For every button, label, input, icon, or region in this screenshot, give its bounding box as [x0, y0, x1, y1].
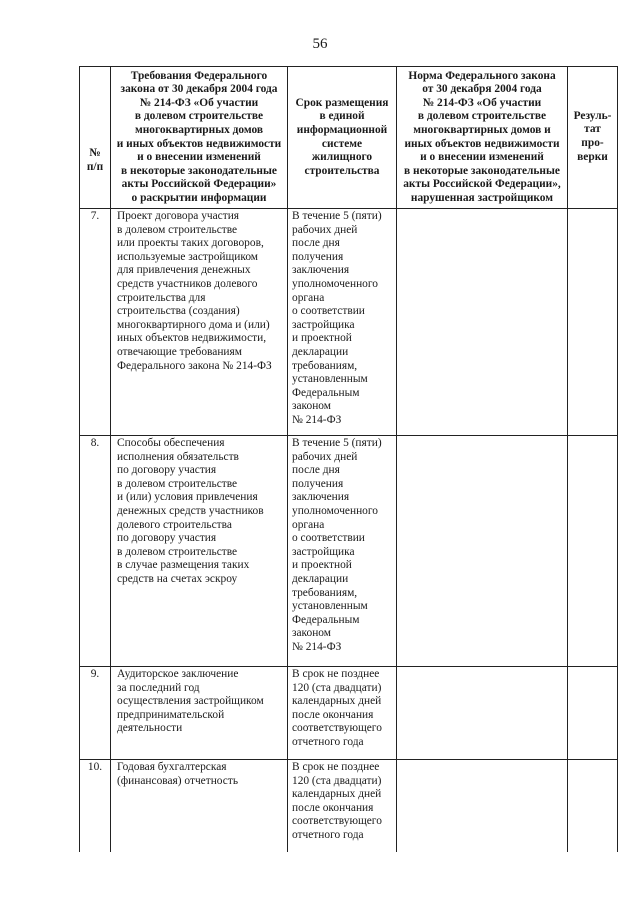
- term-cell: [288, 209, 397, 436]
- text-line: и проектной: [292, 332, 352, 345]
- text-line: В течение 5 (пяти): [292, 437, 382, 449]
- term-cell: [288, 760, 397, 853]
- text-line: установленным: [292, 373, 368, 386]
- norm-cell: [397, 667, 568, 760]
- page-number: 56: [312, 36, 328, 52]
- text-line: используемые застройщиком: [117, 250, 259, 263]
- result-cell: [568, 209, 618, 436]
- text-line: законом: [292, 400, 331, 413]
- text-line: В срок не позднее: [292, 761, 380, 773]
- text-line: в некоторые законодательные: [121, 164, 277, 177]
- header-term: [288, 67, 397, 209]
- text-line: отвечающие требованиям: [117, 345, 242, 358]
- text-line: В течение 5 (пяти): [292, 210, 382, 222]
- requirements-table: [79, 66, 618, 852]
- requirement-cell: [111, 667, 288, 760]
- text-line: средств на счетах эскроу: [117, 572, 238, 585]
- text-line: после окончания: [292, 708, 374, 721]
- table-row: [80, 667, 618, 760]
- text-line: и о внесении изменений: [420, 151, 544, 164]
- row-number: 7.: [90, 210, 100, 222]
- text-line: нарушенная застройщиком: [410, 191, 554, 204]
- text-line: акты Российской Федерации»: [121, 178, 277, 191]
- norm-cell: [397, 760, 568, 853]
- text-line: иных объектов недвижимости: [404, 137, 560, 150]
- text-line: деятельности: [117, 722, 183, 735]
- text-line: в единой: [319, 110, 365, 123]
- text-line: уполномоченного: [292, 277, 378, 290]
- text-line: отчетного года: [292, 828, 364, 841]
- text-line: Федеральным: [292, 613, 360, 626]
- text-line: денежных средств участников: [117, 504, 264, 517]
- header-term-text: [288, 96, 396, 180]
- text-line: строительства (создания): [117, 305, 240, 318]
- requirement-cell: [111, 209, 288, 436]
- text-line: информационной: [296, 123, 388, 136]
- text-line: 120 (ста двадцати): [292, 681, 382, 694]
- header-requirement-text: [111, 69, 287, 207]
- row-number: 8.: [90, 437, 100, 449]
- header-norm-text: [397, 69, 567, 207]
- text-line: многоквартирных домов и: [413, 123, 551, 136]
- text-line: Федерального закона № 214-ФЗ: [117, 359, 272, 372]
- table-row: [80, 760, 618, 853]
- text-line: застройщика: [292, 318, 355, 331]
- row-number: 9.: [90, 668, 100, 680]
- text-line: календарных дней: [292, 788, 382, 801]
- text-line: средств участников долевого: [117, 277, 258, 290]
- text-line: жилищного: [311, 151, 373, 164]
- norm-cell: [397, 209, 568, 436]
- text-line: Резуль-: [573, 109, 612, 122]
- term-text: [288, 760, 396, 844]
- text-line: в долевом строительстве: [117, 477, 238, 490]
- text-line: получения: [292, 477, 344, 490]
- table-header-row: [80, 67, 618, 209]
- text-line: требованиям,: [292, 359, 358, 372]
- text-line: в долевом строительстве: [417, 110, 547, 123]
- text-line: рабочих дней: [292, 450, 358, 463]
- text-line: отчетного года: [292, 735, 364, 748]
- text-line: законом: [292, 627, 331, 640]
- text-line: после дня: [292, 464, 340, 477]
- row-number: 10.: [87, 761, 103, 773]
- text-line: Срок размещения: [295, 96, 389, 109]
- text-line: календарных дней: [292, 695, 382, 708]
- header-number-text: [80, 99, 110, 175]
- text-line: и о внесении изменений: [137, 151, 261, 164]
- text-line: Требования Федерального: [130, 69, 268, 82]
- text-line: Аудиторское заключение: [117, 668, 239, 680]
- text-line: в некоторые законодательные: [404, 164, 560, 177]
- requirement-text: [111, 436, 287, 588]
- text-line: после дня: [292, 237, 340, 250]
- row-number-cell: [80, 667, 111, 760]
- term-text: [288, 209, 396, 429]
- text-line: от 30 декабря 2004 года: [422, 83, 542, 96]
- text-line: в долевом строительстве: [117, 545, 238, 558]
- result-cell: [568, 760, 618, 853]
- text-line: многоквартирных домов: [134, 123, 264, 136]
- text-line: акты Российской Федерации»,: [403, 178, 561, 191]
- text-line: заключения: [292, 264, 350, 277]
- text-line: № 214-ФЗ: [292, 640, 342, 653]
- text-line: верки: [577, 150, 608, 163]
- row-number-cell: [80, 209, 111, 436]
- text-line: органа: [292, 291, 325, 304]
- row-number-cell: [80, 760, 111, 853]
- requirement-text: [111, 209, 287, 374]
- text-line: декларации: [292, 572, 349, 585]
- text-line: про-: [581, 137, 604, 149]
- text-line: за последний год: [117, 681, 200, 694]
- text-line: после окончания: [292, 801, 374, 814]
- text-line: Способы обеспечения: [117, 437, 225, 449]
- text-line: строительства для: [117, 291, 206, 304]
- text-line: в долевом строительстве: [117, 223, 238, 236]
- norm-cell: [397, 436, 568, 667]
- text-line: о раскрытии информации: [131, 191, 267, 204]
- term-text: [288, 667, 396, 751]
- text-line: и (или) условия привлечения: [117, 491, 258, 504]
- table-row: [80, 209, 618, 436]
- header-requirement: [111, 67, 288, 209]
- text-line: для привлечения денежных: [117, 264, 251, 277]
- text-line: многоквартирного дома и (или): [117, 318, 270, 331]
- text-line: в долевом строительстве: [134, 110, 264, 123]
- text-line: заключения: [292, 491, 350, 504]
- term-text: [288, 436, 396, 656]
- text-line: и иных объектов недвижимости: [116, 137, 282, 150]
- result-cell: [568, 667, 618, 760]
- text-line: декларации: [292, 345, 349, 358]
- text-line: требованиям,: [292, 586, 358, 599]
- text-line: осуществления застройщиком: [117, 695, 264, 708]
- header-result-text: [568, 110, 617, 165]
- row-number-cell: [80, 436, 111, 667]
- requirement-cell: [111, 436, 288, 667]
- text-line: застройщика: [292, 545, 355, 558]
- text-line: Годовая бухгалтерская: [117, 761, 227, 773]
- text-line: по договору участия: [117, 464, 217, 477]
- text-line: и проектной: [292, 559, 352, 572]
- requirement-text: [111, 667, 287, 737]
- text-line: в случае размещения таких: [117, 559, 250, 572]
- text-line: соответствующего: [292, 722, 382, 735]
- header-number: [80, 67, 111, 209]
- text-line: о соответствии: [292, 305, 365, 318]
- text-line: по договору участия: [117, 532, 217, 545]
- text-line: о соответствии: [292, 532, 365, 545]
- text-line: № 214-ФЗ «Об участии: [139, 96, 259, 109]
- text-line: п/п: [86, 161, 104, 173]
- requirement-text: [111, 760, 287, 789]
- text-line: уполномоченного: [292, 504, 378, 517]
- text-line: строительства: [304, 164, 380, 177]
- text-line: закона от 30 декабря 2004 года: [120, 83, 278, 96]
- text-line: тат: [584, 123, 601, 136]
- text-line: предпринимательской: [117, 708, 225, 721]
- table-row: [80, 436, 618, 667]
- text-line: № 214-ФЗ: [292, 413, 342, 426]
- text-line: исполнения обязательств: [117, 450, 239, 463]
- text-line: рабочих дней: [292, 223, 358, 236]
- text-line: 120 (ста двадцати): [292, 774, 382, 787]
- text-line: В срок не позднее: [292, 668, 380, 680]
- requirement-cell: [111, 760, 288, 853]
- text-line: соответствующего: [292, 815, 382, 828]
- text-line: системе: [321, 137, 363, 150]
- text-line: получения: [292, 250, 344, 263]
- text-line: установленным: [292, 600, 368, 613]
- text-line: Федеральным: [292, 386, 360, 399]
- text-line: иных объектов недвижимости,: [117, 332, 267, 345]
- text-line: органа: [292, 518, 325, 531]
- header-norm: [397, 67, 568, 209]
- text-line: (финансовая) отчетность: [117, 774, 239, 787]
- text-line: долевого строительства: [117, 518, 232, 531]
- text-line: №: [89, 147, 101, 160]
- text-line: Проект договора участия: [117, 210, 240, 222]
- result-cell: [568, 436, 618, 667]
- text-line: или проекты таких договоров,: [117, 237, 264, 250]
- term-cell: [288, 436, 397, 667]
- text-line: № 214-ФЗ «Об участии: [422, 96, 542, 109]
- term-cell: [288, 667, 397, 760]
- text-line: Норма Федерального закона: [408, 69, 556, 82]
- header-result: [568, 67, 618, 209]
